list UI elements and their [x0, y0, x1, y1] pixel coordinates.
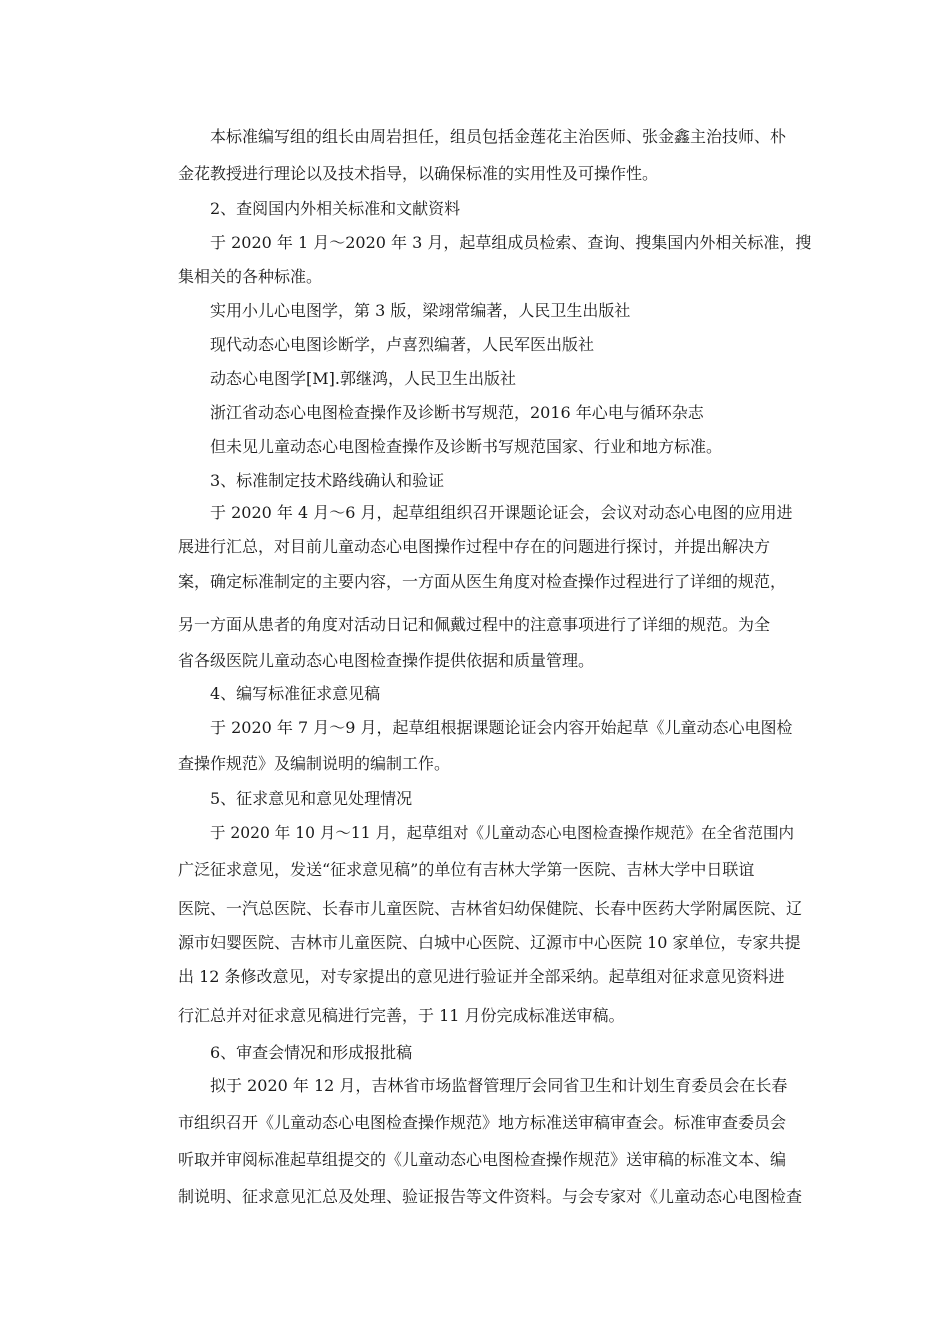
- paragraph-line: 本标准编写组的组长由周岩担任，组员包括金莲花主治医师、张金鑫主治技师、朴: [210, 127, 787, 146]
- paragraph-line: 于 2020 年 10 月～11 月，起草组对《儿童动态心电图检查操作规范》在全省范围内: [210, 824, 795, 842]
- paragraph-line: 源市妇婴医院、吉林市儿童医院、白城中心医院、辽源市中心医院 10 家单位，专家共提: [178, 933, 801, 952]
- paragraph-line: 医院、一汽总医院、长春市儿童医院、吉林省妇幼保健院、长春中医药大学附属医院、辽: [178, 899, 803, 918]
- section-heading: 2、查阅国内外相关标准和文献资料: [210, 199, 461, 218]
- paragraph-line: 市组织召开《儿童动态心电图检查操作规范》地方标准送审稿审查会。标准审查委员会: [178, 1113, 787, 1132]
- paragraph-line: 案，确定标准制定的主要内容，一方面从医生角度对检查操作过程进行了详细的规范，: [178, 572, 787, 591]
- section-heading: 4、编写标准征求意见稿: [210, 684, 381, 703]
- paragraph-line: 拟于 2020 年 12 月，吉林省市场监督管理厅会同省卫生和计划生育委员会在长春: [210, 1076, 788, 1095]
- reference-item: 浙江省动态心电图检查操作及诊断书写规范，2016 年心电与循环杂志: [210, 403, 704, 422]
- reference-item: 动态心电图学[M].郭继鸿，人民卫生出版社: [210, 369, 516, 388]
- paragraph-line: 集相关的各种标准。: [178, 267, 323, 286]
- paragraph-line: 金花教授进行理论以及技术指导，以确保标准的实用性及可操作性。: [178, 164, 659, 183]
- reference-item: 实用小儿心电图学，第 3 版，梁翊常编著，人民卫生出版社: [210, 301, 631, 320]
- paragraph-line: 于 2020 年 7 月～9 月，起草组根据课题论证会内容开始起草《儿童动态心电图检: [210, 718, 793, 737]
- paragraph-line: 另一方面从患者的角度对活动日记和佩戴过程中的注意事项进行了详细的规范。为全: [178, 615, 771, 634]
- paragraph-line: 出 12 条修改意见，对专家提出的意见进行验证并全部采纳。起草组对征求意见资料进: [178, 967, 785, 986]
- document-page: [178, 0, 812, 1344]
- section-heading: 6、审查会情况和形成报批稿: [210, 1043, 413, 1062]
- section-heading: 3、标准制定技术路线确认和验证: [210, 471, 445, 490]
- paragraph-line: 听取并审阅标准起草组提交的《儿童动态心电图检查操作规范》送审稿的标准文本、编: [178, 1150, 787, 1169]
- paragraph-line: 展进行汇总，对目前儿童动态心电图操作过程中存在的问题进行探讨，并提出解决方: [178, 537, 771, 556]
- paragraph-line: 于 2020 年 1 月～2020 年 3 月，起草组成员检索、查询、搜集国内外相关标准，搜: [210, 233, 812, 252]
- paragraph-line: 查操作规范》及编制说明的编制工作。: [178, 754, 451, 773]
- paragraph-line: 广泛征求意见，发送“征求意见稿”的单位有吉林大学第一医院、吉林大学中日联谊: [178, 860, 755, 879]
- paragraph-line: 省各级医院儿童动态心电图检查操作提供依据和质量管理。: [178, 651, 595, 670]
- section-heading: 5、征求意见和意见处理情况: [210, 789, 413, 808]
- paragraph-line: 行汇总并对征求意见稿进行完善，于 11 月份完成标准送审稿。: [178, 1006, 625, 1025]
- reference-item: 现代动态心电图诊断学，卢喜烈编著，人民军医出版社: [210, 335, 595, 354]
- paragraph-line: 于 2020 年 4 月～6 月，起草组组织召开课题论证会，会议对动态心电图的应用进: [210, 503, 793, 522]
- paragraph-line: 但未见儿童动态心电图检查操作及诊断书写规范国家、行业和地方标准。: [210, 437, 723, 456]
- paragraph-line: 制说明、征求意见汇总及处理、验证报告等文件资料。与会专家对《儿童动态心电图检查: [178, 1187, 803, 1206]
